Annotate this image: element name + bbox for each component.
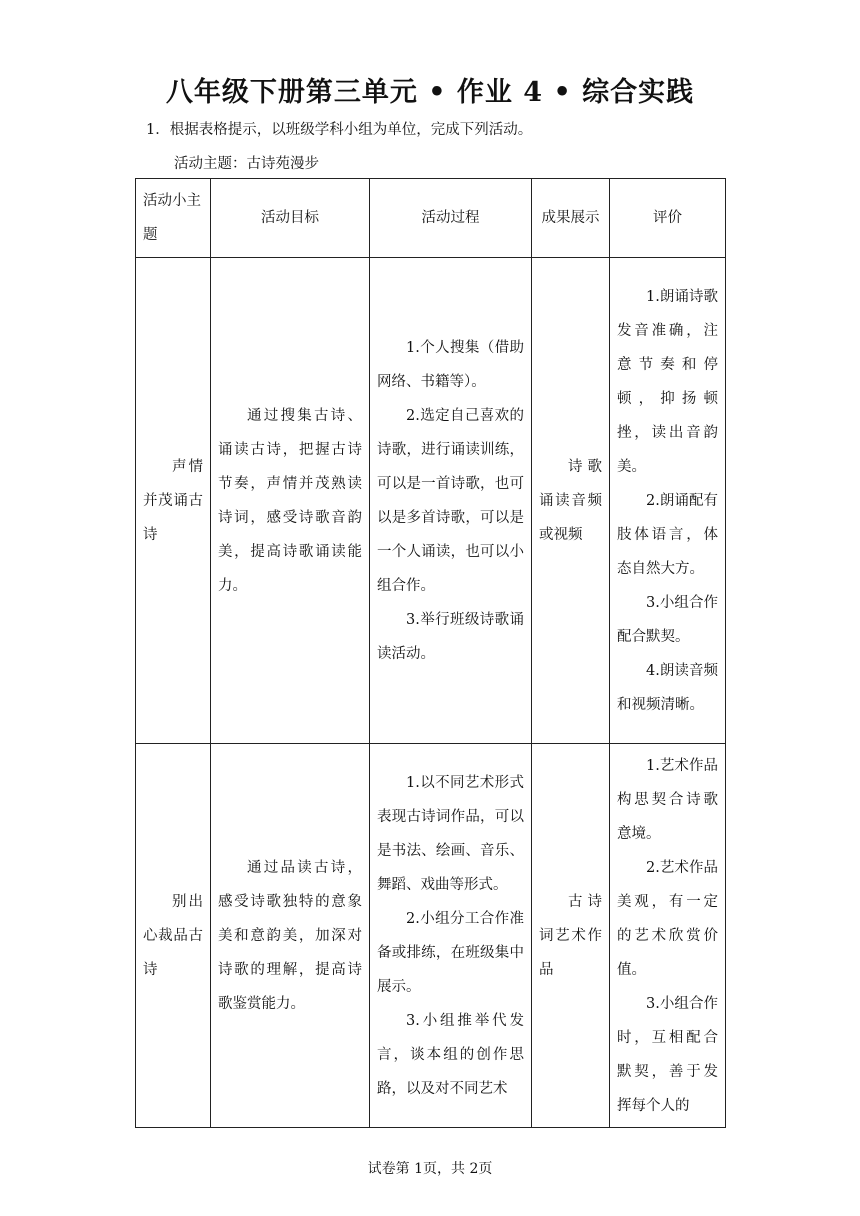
header-process: 活动过程 [370, 179, 532, 258]
process-step: 1.个人搜集（借助网络、书籍等）。 [377, 339, 524, 390]
table-row [136, 744, 726, 1128]
process-step: 2.选定自己喜欢的诗歌，进行诵读训练，可以是一首诗歌，也可以是多首诗歌，可以是一个人诵读，也可以小组合作。 [377, 407, 524, 594]
process-step: 3.举行班级诗歌诵读活动。 [377, 611, 524, 662]
header-evaluation: 评价 [610, 179, 726, 258]
row-result: 诗歌诵读音频或视频 [532, 258, 610, 744]
page-title: 八年级下册第三单元 • 作业 4 • 综合实践 [165, 77, 695, 108]
evaluation-item: 1.艺术作品构思契合诗歌意境。 [617, 757, 718, 842]
evaluation-item: 4.朗读音频和视频清晰。 [617, 662, 718, 713]
row-result: 古诗词艺术作品 [532, 744, 610, 1128]
activity-table [135, 178, 726, 1128]
page-footer: 试卷第 1页，共 2页 [367, 1161, 493, 1177]
row-evaluation [610, 744, 726, 1128]
question-text: 1．根据表格提示，以班级学科小组为单位，完成下列活动。 [146, 122, 533, 138]
process-step: 1.以不同艺术形式表现古诗词作品，可以是书法、绘画、音乐、舞蹈、戏曲等形式。 [377, 774, 524, 893]
row-goal: 通过品读古诗，感受诗歌独特的意象美和意韵美，加深对诗歌的理解，提高诗歌鉴赏能力。 [211, 744, 370, 1128]
table-header-row [136, 179, 726, 258]
header-result: 成果展示 [532, 179, 610, 258]
row-subtopic: 声情并茂诵古诗 [136, 258, 211, 744]
evaluation-item: 3.小组合作时，互相配合默契，善于发挥每个人的 [617, 995, 718, 1114]
process-step: 2.小组分工合作准备或排练，在班级集中展示。 [377, 910, 524, 995]
row-process [370, 258, 532, 744]
evaluation-item: 1.朗诵诗歌发音准确，注意节奏和停顿，抑扬顿挫，读出音韵美。 [617, 288, 718, 475]
evaluation-item: 3.小组合作配合默契。 [617, 594, 718, 645]
activity-topic: 活动主题：古诗苑漫步 [174, 156, 319, 172]
evaluation-item: 2.朗诵配有肢体语言，体态自然大方。 [617, 492, 718, 577]
evaluation-item: 2.艺术作品美观，有一定的艺术欣赏价值。 [617, 859, 718, 978]
row-evaluation [610, 258, 726, 744]
row-goal: 通过搜集古诗、诵读古诗，把握古诗节奏，声情并茂熟读诗词，感受诗歌音韵美，提高诗歌诵读能力。 [211, 258, 370, 744]
header-subtopic: 活动小主题 [136, 179, 211, 258]
row-subtopic: 别出心裁品古诗 [136, 744, 211, 1128]
table-row [136, 258, 726, 744]
header-goal: 活动目标 [211, 179, 370, 258]
row-process [370, 744, 532, 1128]
process-step: 3.小组推举代发言，谈本组的创作思路，以及对不同艺术 [377, 1012, 524, 1097]
